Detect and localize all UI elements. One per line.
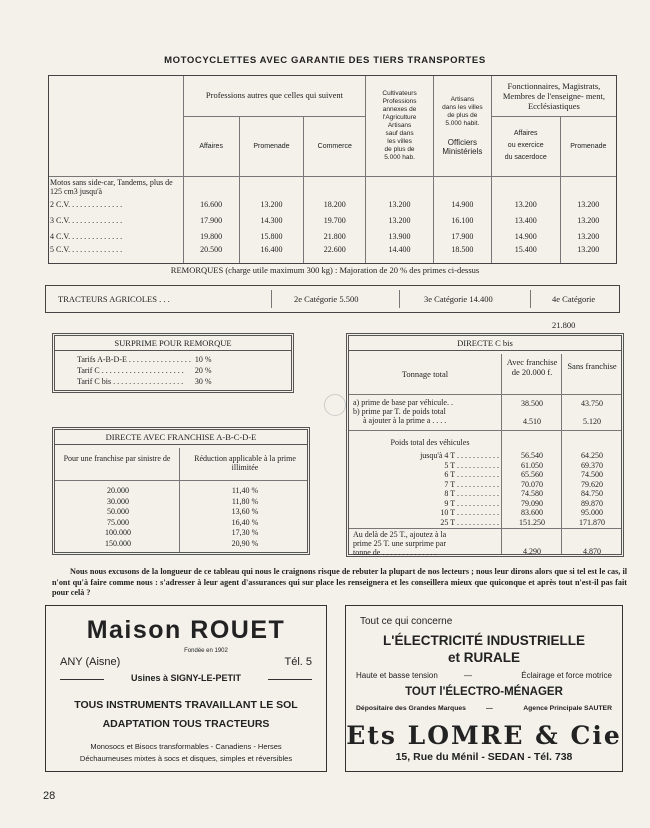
table-row: 4 C.V. . . . . . . . . . . . . . 19.800 15.800 21.800 13.900 17.900 14.900 13.200 <box>49 229 616 245</box>
list-item: 11,80 % <box>231 496 259 506</box>
lomre-address: 15, Rue du Ménil - SEDAN - Tél. 738 <box>395 751 573 763</box>
tracteurs-bar <box>45 285 620 330</box>
tracteurs-cat3: 3e Catégorie 14.400 <box>424 294 493 304</box>
lomre-depositaire: Dépositaire des Grandes Marques <box>356 705 466 712</box>
poids-labels: jusqu'à 4 T . . . . . . . . . . . 5 T . . . . . . . . . . . 6 T . . . . . . . . . . . 7 T . . . . . . . . . . . 8 T . . . . . . . . . . . 9 T . . . . . . . . . . . 10 T . . . . . . . . . . . 25 T . . . . . . . . . . . <box>420 451 499 527</box>
prime-b2: à ajouter à la prime a . . . . <box>363 416 447 425</box>
poids-avec: 56.540 61.050 65.560 70.070 74.580 79.090 83.600 151.250 <box>519 451 545 527</box>
table-row: 3 C.V. . . . . . . . . . . . . . 17.900 14.300 19.700 13.200 16.100 13.400 13.200 <box>49 212 616 228</box>
poids-title: Poids total des véhicules <box>390 438 470 447</box>
lomre-sub-right: Éclairage et force motrice <box>521 671 612 680</box>
list-item: 50.000 <box>107 507 129 517</box>
header-affaires: Affaires <box>183 116 239 176</box>
list-item: Tarif C . . . . . . . . . . . . . . . . . . . . . 20 % <box>77 366 212 375</box>
row-label: Motos sans side-car, Tandems, plus de 125 cm3 jusqu'à <box>49 176 183 196</box>
avec-header: Avec franchise de 20.000 f. <box>506 357 558 377</box>
prime-b-avec: 4.510 <box>523 417 541 426</box>
sans-header: Sans franchise <box>567 361 617 371</box>
lomre-sub-left: Haute et basse tension <box>356 671 438 680</box>
rouet-small1: Monosocs et Bisocs transformables - Canadiens - Herses <box>90 742 282 751</box>
au-dela: Au delà de 25 T., ajoutez à la prime 25 T. une surprime par tonne de . . . . . . . . . . . . . . <box>353 530 447 557</box>
rouet-name: Maison ROUET <box>86 616 286 644</box>
rouet-founded: Fondée en 1902 <box>184 648 228 654</box>
moto-rates-table <box>48 75 617 264</box>
list-item: 20.000 <box>107 486 129 495</box>
surprime-box <box>52 333 294 393</box>
au-dela-avec: 4.290 <box>523 547 541 556</box>
lomre-intro: Tout ce qui concerne <box>360 616 453 627</box>
page-number: 28 <box>43 790 56 802</box>
header-fonctionnaires: Fonctionnaires, Magistrats, Membres de l'enseigne- ment, Ecclésiastiques <box>491 76 616 116</box>
directe-c-box <box>346 333 624 557</box>
franchise-col2: Réduction applicable à la prime illimitée <box>194 454 296 472</box>
stamp-icon <box>324 394 346 416</box>
table-row: 2 C.V. . . . . . . . . . . . . . 16.600 13.200 18.200 13.200 14.900 13.200 13.200 <box>49 196 616 212</box>
ad-rouet <box>45 605 327 772</box>
directe-c-title: DIRECTE C bis <box>349 336 621 351</box>
rouet-tel: Tél. 5 <box>284 656 312 668</box>
lomre-name: Ets LOMRE & Cie <box>346 721 622 750</box>
tracteurs-label: TRACTEURS AGRICOLES . . . <box>58 294 170 304</box>
tonnage-header: Tonnage total <box>401 369 449 379</box>
rouet-line2: ADAPTATION TOUS TRACTEURS <box>102 718 270 730</box>
prime-a: a) prime de base par véhicule. . <box>353 398 453 407</box>
list-item: 30.000 <box>107 496 129 506</box>
prime-a-sans: 43.750 <box>581 399 603 408</box>
rouet-city: ANY (Aisne) <box>60 656 121 668</box>
list-item: 75.000 <box>107 517 129 527</box>
franchise-box <box>52 427 310 555</box>
franchise-title: DIRECTE AVEC FRANCHISE A-B-C-D-E <box>55 430 307 445</box>
list-item: 150.000 <box>105 538 131 548</box>
header-cultivateurs: Cultivateurs Professions annexes de l'Agriculture Artisans sauf dans les villes de plus de 5.000 hab. <box>366 76 434 176</box>
lomre-menager: TOUT l'ÉLECTRO-MÉNAGER <box>405 686 563 698</box>
lomre-depo-sep: — <box>486 705 493 712</box>
list-item: Tarifs A-B-D-E . . . . . . . . . . . . . . . . 10 % <box>77 355 212 364</box>
tracteurs-cat2: 2e Catégorie 5.500 <box>294 294 359 304</box>
rouet-line1: TOUS INSTRUMENTS TRAVAILLANT LE SOL <box>74 699 298 711</box>
corner-cell <box>49 76 183 116</box>
note-paragraph: Nous nous excusons de la longueur de ce tableau qui nous le craignons risque de rebuter la plupart de nos lecteurs ; nous leur dirons alors que si tel est le cas, il n'ont qu'à faire comme nous : s'adresser à leur agent d'assurances qui sur place les renseignera et les conseillera mieux que quiconque et après tout n'est-il pas fait pour celà ? <box>52 567 627 597</box>
au-dela-sans: 4.870 <box>583 547 601 556</box>
lomre-title1: L'ÉLECTRICITÉ INDUSTRIELLE <box>383 633 585 648</box>
ad-lomre <box>345 605 623 772</box>
list-item: 100.000 <box>105 528 131 538</box>
header-promenade: Promenade <box>239 116 304 176</box>
prime-b1: b) prime par T. de poids total <box>353 407 446 416</box>
lomre-title2: et RURALE <box>447 650 520 665</box>
header-commerce: Commerce <box>304 116 366 176</box>
rouet-usines: Usines à SIGNY-LE-PETIT <box>130 673 242 683</box>
lomre-agence: Agence Principale SAUTER <box>523 705 612 712</box>
prime-a-avec: 38.500 <box>521 399 543 408</box>
header-professions: Professions autres que celles qui suivent <box>183 76 365 116</box>
header-affaires-exercice: Affaires ou exercice du sacerdoce <box>491 116 560 176</box>
list-item: 13,60 % <box>231 507 259 517</box>
table-row: 5 C.V. . . . . . . . . . . . . . 20.500 16.400 22.600 14.400 18.500 15.400 13.200 <box>49 245 616 263</box>
remorques-note: REMORQUES (charge utile maximum 300 kg) : Majoration de 20 % des primes ci-dessus <box>170 265 480 275</box>
page-title: MOTOCYCLETTES AVEC GARANTIE DES TIERS TRANSPORTES <box>164 55 486 66</box>
header-promenade-2: Promenade <box>560 116 616 176</box>
list-item: 20,90 % <box>231 538 259 548</box>
franchise-col1: Pour une franchise par sinistre de <box>63 454 171 463</box>
header-artisans: Artisans dans les villes de plus de 5.000 habit. Officiers Ministériels <box>433 76 491 176</box>
surprime-title: SURPRIME POUR REMORQUE <box>55 336 291 351</box>
list-item: 17,30 % <box>231 528 259 538</box>
list-item: Tarif C bis . . . . . . . . . . . . . . . . . . 30 % <box>77 377 212 386</box>
poids-sans: 64.250 69.370 74.500 79.620 84.750 89.870 95.000 171.870 <box>579 451 605 527</box>
lomre-sub-sep: — <box>464 671 472 680</box>
list-item: 11,40 % <box>231 486 259 495</box>
rouet-small2: Déchaumeuses mixtes à socs et disques, simples et réversibles <box>79 754 293 763</box>
prime-b-sans: 5.120 <box>583 417 601 426</box>
list-item: 16,40 % <box>231 517 259 527</box>
tracteurs-cat4: 4e Catégorie 21.800 <box>552 294 596 330</box>
